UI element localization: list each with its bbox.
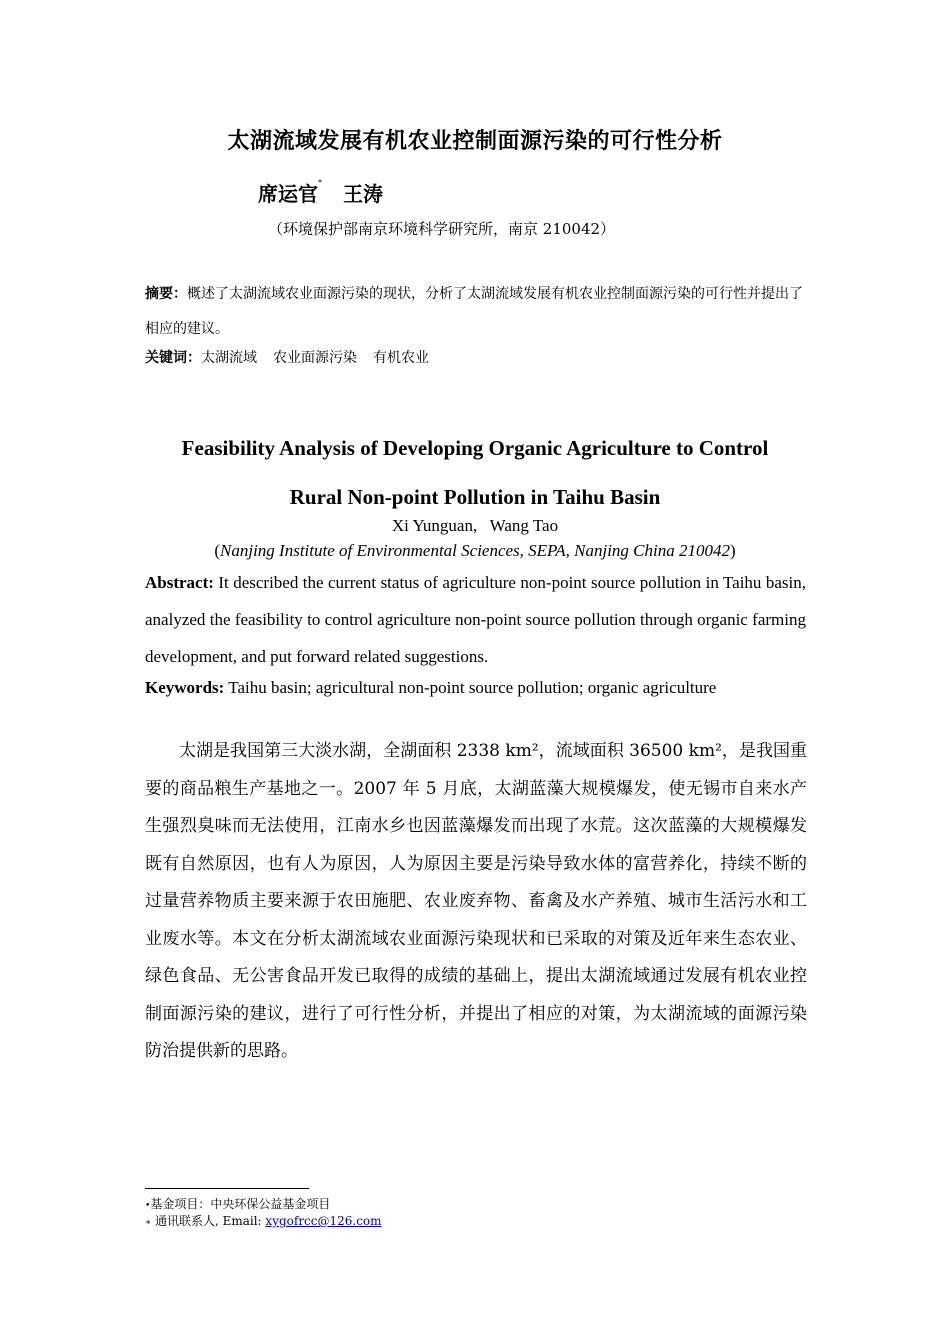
english-keywords <box>145 675 716 701</box>
footnote-2-text: 通讯联系人, Email: <box>154 1214 266 1228</box>
footnote-2-mark: ∗ <box>145 1218 152 1228</box>
author-1-mark: * <box>318 178 322 187</box>
chinese-abstract-label: 摘要： <box>145 286 187 302</box>
footnote-1-text: 基金项目：中央环保公益基金项目 <box>150 1197 331 1211</box>
author-1: 席运官* <box>258 178 322 206</box>
chinese-keywords <box>145 347 445 367</box>
english-abstract-text: It described the current status of agriculture non-point source pollution in Taihu basin, analyzed the feasibility to control agriculture non-point source pollution through organic farming development, and put forward related suggestions. <box>145 573 807 666</box>
email-link[interactable]: xygofrcc@126.com <box>265 1214 382 1228</box>
english-abstract <box>145 564 806 675</box>
keyword-3: 有机农业 <box>373 350 429 366</box>
english-keywords-text: Taihu basin; agricultural non-point source pollution; organic agriculture <box>228 678 717 697</box>
body-paragraph: 太湖是我国第三大淡水湖，全湖面积 2338 km²，流域面积 36500 km²，是我国重要的商品粮生产基地之一。2007 年 5 月底，太湖蓝藻大规模爆发，使无锡市自来水产生强烈臭味而无法使用，江南水乡也因蓝藻爆发而出现了水荒。这次蓝藻的大规模爆发既有自然原因，也有人为原因，人为原因主要是污染导致水体的富营养化，持续不断的过量营养物质主要来源于农田施肥、农业废弃物、畜禽及水产养殖、城市生活污水和工业废水等。本文在分析太湖流域农业面源污染现状和已采取的对策及近年来生态农业、绿色食品、无公害食品开发已取得的成绩的基础上，提出太湖流域通过发展有机农业控制面源污染的建议，进行了可行性分析，并提出了相应的对策，为太湖流域的面源污染防治提供新的思路。 <box>145 741 807 1061</box>
keyword-1: 太湖流域 <box>201 350 257 366</box>
chinese-keywords-label: 关键词： <box>145 350 201 366</box>
chinese-abstract <box>145 277 815 347</box>
chinese-title: 太湖流域发展有机农业控制面源污染的可行性分析 <box>227 129 723 154</box>
english-abstract-label: Abstract: <box>145 573 214 592</box>
keyword-2: 农业面源污染 <box>273 350 357 366</box>
footnote-2 <box>145 1212 382 1232</box>
english-title <box>0 424 950 522</box>
chinese-abstract-text: 概述了太湖流域农业面源污染的现状，分析了太湖流域发展有机农业控制面源污染的可行性并提出了相应的建议。 <box>145 286 803 337</box>
footnote-1-mark: • <box>145 1201 151 1211</box>
author-2: 王涛 <box>342 182 383 206</box>
english-keywords-label: Keywords: <box>145 678 225 697</box>
chinese-affiliation: （环境保护部南京环境科学研究所，南京 210042） <box>268 220 616 238</box>
english-title-line-1: Feasibility Analysis of Developing Organic Agriculture to Control <box>181 436 769 460</box>
english-title-line-2: Rural Non-point Pollution in Taihu Basin <box>289 485 661 509</box>
footnote-divider <box>145 1188 309 1189</box>
english-affiliation-text: Nanjing Institute of Environmental Sciences, SEPA, Nanjing China 210042 <box>220 541 730 560</box>
chinese-authors <box>258 178 383 207</box>
english-authors: Xi Yunguan, Wang Tao <box>391 516 559 535</box>
english-affiliation: (Nanjing Institute of Environmental Sciences, SEPA, Nanjing China 210042) <box>214 541 736 560</box>
